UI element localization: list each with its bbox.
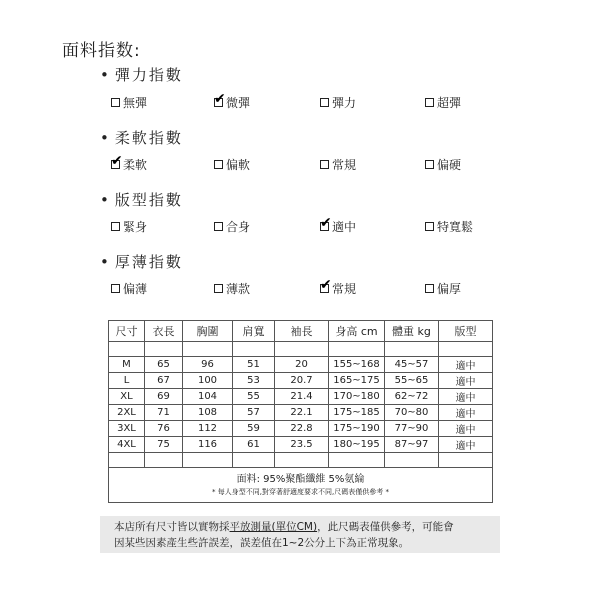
notice-line-1: 本店所有尺寸皆以實物採平放測量(單位CM)，此尺碼表僅供參考，可能會: [114, 521, 454, 533]
table-row: [109, 405, 493, 421]
checkmark-icon: ✔: [111, 153, 123, 169]
section-title-text: 厚薄指數: [114, 253, 183, 271]
table-cell: 180~195: [329, 437, 385, 453]
checkbox-icon[interactable]: [111, 98, 120, 107]
table-cell: 53: [233, 373, 275, 389]
option-label: 偏硬: [437, 158, 462, 172]
checkbox-checked-icon[interactable]: [320, 215, 332, 231]
table-cell: 3XL: [109, 421, 145, 437]
table-cell: 2XL: [109, 405, 145, 421]
measurement-notice: [100, 516, 500, 553]
table-cell: 適中: [439, 389, 493, 405]
table-header: 尺寸: [109, 321, 145, 342]
option-label: 超彈: [437, 96, 462, 110]
table-cell: 55: [233, 389, 275, 405]
checkbox-icon[interactable]: [425, 222, 434, 231]
checkmark-icon: ✔: [214, 91, 226, 107]
table-cell: 51: [233, 357, 275, 373]
table-row: [109, 373, 493, 389]
table-cell: 55~65: [385, 373, 439, 389]
table-cell: 21.4: [275, 389, 329, 405]
underlined-text: 平放測量(單位CM): [229, 521, 318, 533]
table-row: [109, 357, 493, 373]
bullet-icon: •: [100, 129, 111, 147]
section-title-fit: [100, 189, 183, 210]
checkbox-icon[interactable]: [214, 222, 223, 231]
size-note: * 每人身型不同,對穿著舒適度要求不同,尺碼表僅供參考 *: [109, 487, 493, 503]
table-cell: 104: [183, 389, 233, 405]
option-elasticity-3[interactable]: [320, 94, 356, 111]
page-title: 面料指数:: [62, 41, 141, 61]
table-fabric-row: [109, 468, 493, 488]
option-label: 適中: [332, 220, 357, 234]
table-cell: 22.8: [275, 421, 329, 437]
table-cell: 108: [183, 405, 233, 421]
table-cell: 100: [183, 373, 233, 389]
table-cell: 適中: [439, 373, 493, 389]
option-label: 薄款: [226, 282, 251, 296]
table-cell: 59: [233, 421, 275, 437]
checkbox-icon[interactable]: [111, 222, 120, 231]
option-fit-2[interactable]: [214, 218, 250, 235]
section-title-elasticity: [100, 64, 183, 85]
checkbox-icon[interactable]: [214, 284, 223, 293]
option-label: 偏薄: [123, 282, 148, 296]
option-thickness-4[interactable]: [425, 280, 461, 297]
notice-line-2: 因某些因素產生些許誤差，誤差值在1~2公分上下為正常現象。: [114, 537, 410, 549]
section-title-text: 柔軟指數: [114, 129, 183, 147]
table-cell: 67: [145, 373, 183, 389]
checkbox-icon[interactable]: [320, 160, 329, 169]
table-header: 肩寬: [233, 321, 275, 342]
table-cell: 71: [145, 405, 183, 421]
table-row: [109, 389, 493, 405]
option-label: 特寬鬆: [437, 220, 474, 234]
option-thickness-2[interactable]: [214, 280, 250, 297]
option-label: 常規: [332, 158, 357, 172]
checkmark-icon: ✔: [320, 277, 332, 293]
checkbox-checked-icon[interactable]: [214, 91, 226, 107]
table-cell: XL: [109, 389, 145, 405]
table-note-row: [109, 487, 493, 503]
table-cell: 23.5: [275, 437, 329, 453]
option-softness-3[interactable]: [320, 156, 356, 173]
table-cell: 70~80: [385, 405, 439, 421]
option-thickness-3[interactable]: [320, 277, 357, 297]
option-softness-1[interactable]: [111, 153, 148, 173]
table-cell: 165~175: [329, 373, 385, 389]
size-table: [108, 320, 493, 503]
checkbox-icon[interactable]: [425, 160, 434, 169]
option-fit-1[interactable]: [111, 218, 147, 235]
checkbox-icon[interactable]: [214, 160, 223, 169]
table-cell: 155~168: [329, 357, 385, 373]
option-label: 偏軟: [226, 158, 251, 172]
table-cell: 適中: [439, 405, 493, 421]
table-row: [109, 437, 493, 453]
checkbox-icon[interactable]: [425, 98, 434, 107]
table-cell: 22.1: [275, 405, 329, 421]
table-blank-row: [109, 342, 493, 357]
bullet-icon: •: [100, 66, 111, 84]
table-cell: M: [109, 357, 145, 373]
section-title-softness: [100, 127, 183, 148]
option-label: 彈力: [332, 96, 357, 110]
table-header: 胸圍: [183, 321, 233, 342]
table-header: 身高 cm: [329, 321, 385, 342]
checkbox-icon[interactable]: [111, 284, 120, 293]
table-cell: 適中: [439, 357, 493, 373]
table-cell: 77~90: [385, 421, 439, 437]
fabric-composition: 面料: 95%聚酯纖維 5%氨綸: [109, 468, 493, 488]
table-cell: 57: [233, 405, 275, 421]
table-cell: 20: [275, 357, 329, 373]
table-cell: 61: [233, 437, 275, 453]
table-cell: 適中: [439, 421, 493, 437]
bullet-icon: •: [100, 191, 111, 209]
checkbox-checked-icon[interactable]: [320, 277, 332, 293]
checkmark-icon: ✔: [320, 215, 332, 231]
table-blank-row: [109, 453, 493, 468]
option-elasticity-2[interactable]: [214, 91, 251, 111]
table-cell: 62~72: [385, 389, 439, 405]
option-elasticity-1[interactable]: [111, 94, 147, 111]
table-cell: 112: [183, 421, 233, 437]
checkbox-checked-icon[interactable]: [111, 153, 123, 169]
table-cell: 87~97: [385, 437, 439, 453]
section-title-text: 版型指數: [114, 191, 183, 209]
option-label: 柔軟: [123, 158, 148, 172]
table-cell: 175~185: [329, 405, 385, 421]
option-fit-3[interactable]: [320, 215, 357, 235]
option-label: 偏厚: [437, 282, 462, 296]
table-cell: 65: [145, 357, 183, 373]
table-cell: 適中: [439, 437, 493, 453]
checkbox-icon[interactable]: [320, 98, 329, 107]
option-elasticity-4[interactable]: [425, 94, 461, 111]
table-cell: 76: [145, 421, 183, 437]
table-row: [109, 421, 493, 437]
section-title-text: 彈力指數: [114, 66, 183, 84]
table-cell: 170~180: [329, 389, 385, 405]
table-header: 衣長: [145, 321, 183, 342]
table-header-row: [109, 321, 493, 342]
table-cell: 175~190: [329, 421, 385, 437]
table-cell: 75: [145, 437, 183, 453]
table-cell: 4XL: [109, 437, 145, 453]
option-label: 無彈: [123, 96, 148, 110]
table-cell: 69: [145, 389, 183, 405]
bullet-icon: •: [100, 253, 111, 271]
option-label: 微彈: [226, 96, 251, 110]
option-label: 合身: [226, 220, 251, 234]
option-label: 緊身: [123, 220, 148, 234]
table-header: 體重 kg: [385, 321, 439, 342]
table-cell: 116: [183, 437, 233, 453]
section-title-thickness: [100, 251, 183, 272]
option-softness-2[interactable]: [214, 156, 250, 173]
table-cell: L: [109, 373, 145, 389]
table-cell: 96: [183, 357, 233, 373]
table-cell: 20.7: [275, 373, 329, 389]
table-header: 袖長: [275, 321, 329, 342]
option-label: 常規: [332, 282, 357, 296]
option-fit-4[interactable]: [425, 218, 473, 235]
table-header: 版型: [439, 321, 493, 342]
table-cell: 45~57: [385, 357, 439, 373]
option-softness-4[interactable]: [425, 156, 461, 173]
checkbox-icon[interactable]: [425, 284, 434, 293]
option-thickness-1[interactable]: [111, 280, 147, 297]
